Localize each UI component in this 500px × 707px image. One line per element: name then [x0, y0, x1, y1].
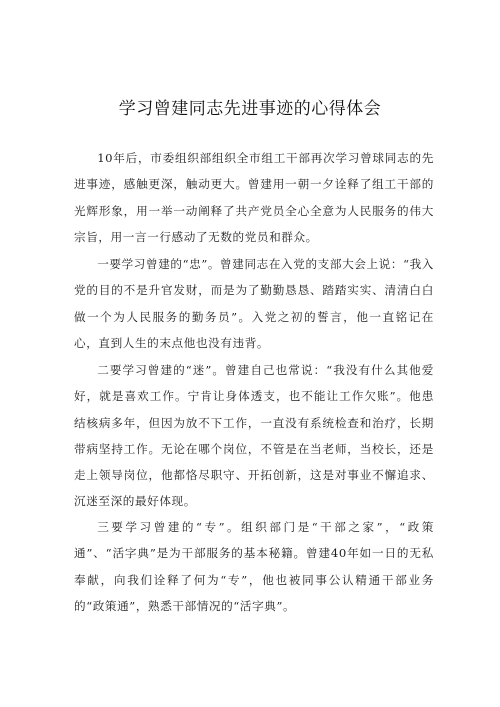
paragraph-3: 二要学习曾建的“迷”。曾建自己也常说：“我没有什么其他爱好，就是喜欢工作。宁肯让身体透支，也不能让工作欠账”。他患结核病多年，但因为放不下工作，一直没有系统检查和治疗，长期带病坚持工作。无论在哪个岗位，不管是在当老师，当校长，还是走上领导岗位，他都恪尽职守、开拓创新，这是对事业不懈追求、沉迷至深的最好体现。	[74, 363, 434, 509]
document-title: 学习曾建同志先进事迹的心得体会	[118, 99, 382, 119]
paragraph-2: 一要学习曾建的“忠”。曾建同志在入党的支部大会上说：“我入党的目的不是升官发财，而是为了勤勤恳恳、踏踏实实、清清白白做一个为人民服务的勤务员”。入党之初的誓言，他一直铭记在心，直到人生的末点他也没有违背。	[74, 257, 434, 350]
paragraph-1: 10年后，市委组织部组织全市组工干部再次学习曾球同志的先进事迹，感触更深，触动更大。曾建用一朝一夕诠释了组工干部的光辉形象，用一举一动阐释了共产党员全心全意为人民服务的伟大宗旨，用一言一行感动了无数的党员和群众。	[74, 151, 434, 244]
paragraph-4: 三要学习曾建的“专”。组织部门是“干部之家”，“政策通”、“活字典”是为干部服务的基本秘籍。曾建40年如一日的无私奉献，向我们诠释了何为“专”，他也被同事公认精通干部业务的“政策通”，熟悉干部情况的“活字典”。	[74, 520, 434, 613]
